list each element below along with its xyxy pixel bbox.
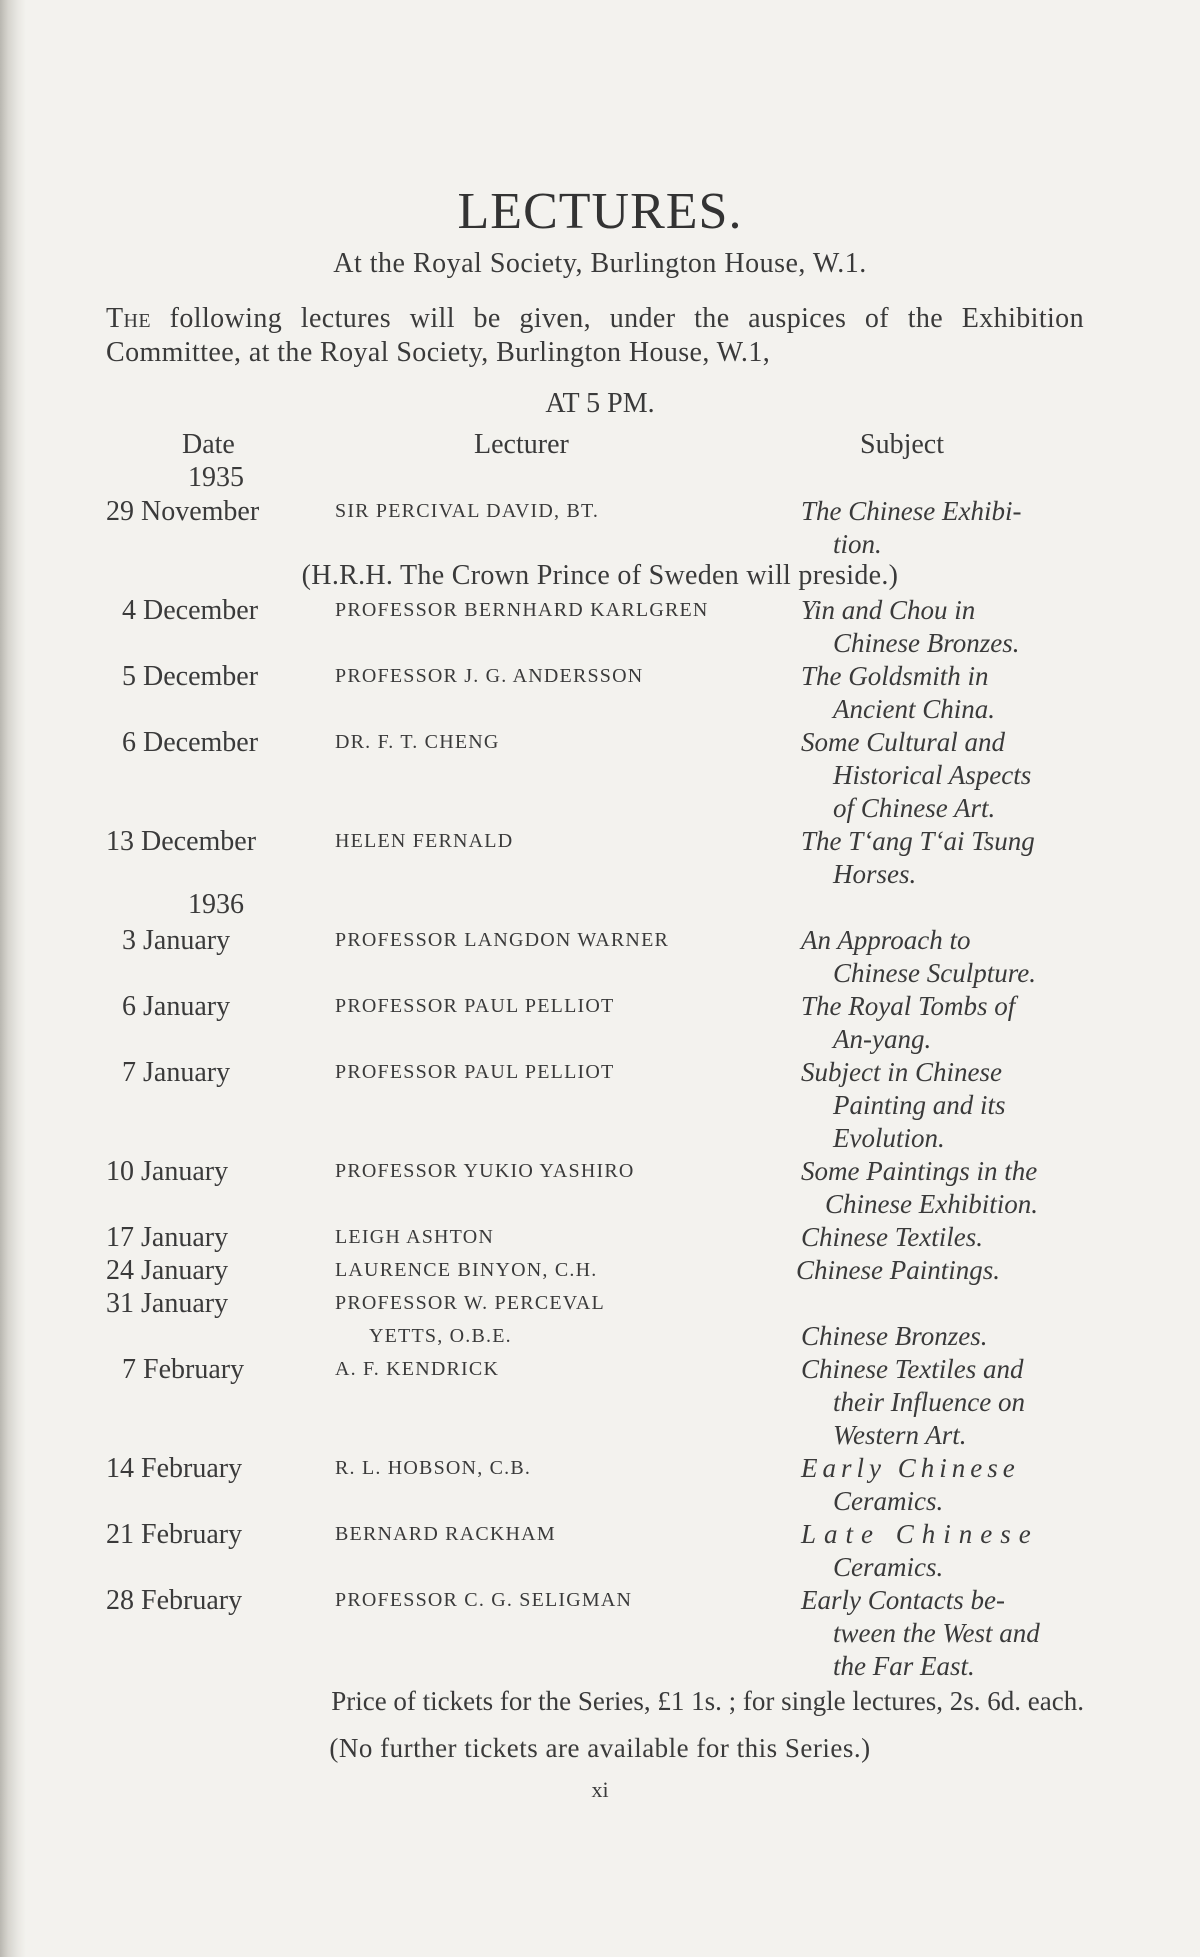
subject-line: Subject in Chinese bbox=[801, 1057, 1002, 1087]
lecture-subject bbox=[801, 825, 1085, 891]
subject-line: of Chinese Art. bbox=[833, 793, 996, 823]
lecture-subject bbox=[801, 594, 1085, 660]
subject-line: Some Cultural and bbox=[801, 727, 1006, 757]
subject-line: Ceramics. bbox=[833, 1552, 944, 1582]
subject-line: Early Contacts be- bbox=[801, 1585, 1005, 1615]
lecture-subject bbox=[801, 990, 1085, 1056]
lecturer-line: PROFESSOR W. PERCEVAL bbox=[335, 1292, 605, 1314]
lecture-subject bbox=[801, 726, 1085, 825]
lecturer-name: PROFESSOR PAUL PELLIOT bbox=[335, 1061, 615, 1083]
subject-line: Painting and its bbox=[833, 1090, 1006, 1120]
lecture-subject bbox=[796, 1254, 1080, 1287]
lecture-subject bbox=[801, 1518, 1085, 1584]
lecture-date: 14 February bbox=[106, 1453, 243, 1484]
lecture-subject bbox=[801, 1452, 1085, 1518]
lecturer-name: PROFESSOR YUKIO YASHIRO bbox=[335, 1160, 635, 1182]
lecturer-name: A. F. KENDRICK bbox=[335, 1358, 500, 1380]
lecturer-name: LAURENCE BINYON, C.H. bbox=[335, 1259, 598, 1281]
lecture-date: 31 January bbox=[106, 1288, 229, 1319]
page-title: LECTURES. bbox=[457, 183, 743, 240]
lecturer-line: YETTS, O.B.E. bbox=[369, 1325, 512, 1347]
lecture-subject bbox=[801, 1320, 1085, 1353]
subject-line: Chinese Textiles. bbox=[801, 1222, 983, 1252]
subject-line: Yin and Chou in bbox=[801, 595, 976, 625]
subject-line: Ancient China. bbox=[833, 694, 995, 724]
lecturer-name: PROFESSOR C. G. SELIGMAN bbox=[335, 1589, 633, 1611]
subject-line: The Royal Tombs of bbox=[801, 991, 1016, 1021]
subject-line: Chinese Bronzes. bbox=[801, 1321, 988, 1351]
subject-line: Chinese Textiles and bbox=[801, 1354, 1024, 1384]
header-lecturer: Lecturer bbox=[474, 429, 569, 460]
lecture-date: 13 December bbox=[106, 826, 257, 857]
subject-line: The Goldsmith in bbox=[801, 661, 989, 691]
subject-line: An-yang. bbox=[833, 1024, 932, 1054]
lecturer-name: LEIGH ASHTON bbox=[335, 1226, 495, 1248]
lecture-date: 24 January bbox=[106, 1255, 229, 1286]
lecturer-name: HELEN FERNALD bbox=[335, 830, 514, 852]
header-date: Date bbox=[182, 429, 235, 460]
lecturer-name: BERNARD RACKHAM bbox=[335, 1523, 556, 1545]
intro-text: following lectures will be given, under the auspices of the Exhibition Committee, at the Royal Society, Burlington House, W.1, bbox=[106, 303, 1084, 368]
subject-line: Chinese Paintings. bbox=[796, 1255, 1000, 1285]
lecture-date: 10 January bbox=[106, 1156, 229, 1187]
lecture-date: 21 February bbox=[106, 1519, 243, 1550]
lecture-date: 17 January bbox=[106, 1222, 229, 1253]
lecturer-name: PROFESSOR J. G. ANDERSSON bbox=[335, 665, 644, 687]
subject-line: Chinese Bronzes. bbox=[833, 628, 1020, 658]
lecture-date: 7 January bbox=[122, 1057, 231, 1088]
lecture-subject bbox=[801, 1584, 1085, 1683]
ticket-price: Price of tickets for the Series, £1 1s. ; for single lectures, 2s. 6d. each. bbox=[331, 1686, 1084, 1716]
subject-line: Western Art. bbox=[833, 1420, 967, 1450]
lecture-subject bbox=[801, 660, 1085, 726]
subject-line: their Influence on bbox=[833, 1387, 1025, 1417]
lecturer-name: DR. F. T. CHENG bbox=[335, 731, 500, 753]
lecturer-name: PROFESSOR BERNHARD KARLGREN bbox=[335, 599, 709, 621]
subject-line: the Far East. bbox=[833, 1651, 975, 1681]
header-subject: Subject bbox=[860, 429, 944, 460]
lecture-time: AT 5 PM. bbox=[545, 388, 655, 419]
lecture-date: 7 February bbox=[122, 1354, 245, 1385]
subject-line: Ceramics. bbox=[833, 1486, 944, 1516]
lecture-date: 3 January bbox=[122, 925, 231, 956]
year-1936: 1936 bbox=[188, 889, 244, 920]
subject-line: Historical Aspects bbox=[833, 760, 1032, 790]
subject-line: tween the West and bbox=[833, 1618, 1040, 1648]
lecture-subject bbox=[801, 1221, 1085, 1254]
lecture-subject bbox=[801, 924, 1085, 990]
lecture-date: 4 December bbox=[122, 595, 259, 626]
subject-line: Some Paintings in the bbox=[801, 1156, 1038, 1186]
intro-paragraph bbox=[106, 302, 1084, 370]
intro-lead-word: The bbox=[106, 303, 151, 334]
subject-line: Chinese Sculpture. bbox=[833, 958, 1036, 988]
subject-line: Evolution. bbox=[833, 1123, 945, 1153]
lecturer-name bbox=[335, 1287, 785, 1353]
subject-line: Early Chinese bbox=[801, 1453, 1020, 1483]
lecture-subject bbox=[801, 1353, 1085, 1452]
venue-subtitle: At the Royal Society, Burlington House, W.1. bbox=[333, 248, 867, 279]
page-number: xi bbox=[591, 1777, 609, 1802]
subject-line: Late Chinese bbox=[801, 1519, 1039, 1549]
lecturer-name: R. L. HOBSON, C.B. bbox=[335, 1457, 532, 1479]
subject-line: The T‘ang T‘ai Tsung bbox=[801, 826, 1035, 856]
lecture-date: 5 December bbox=[122, 661, 259, 692]
subject-line: Horses. bbox=[833, 859, 917, 889]
subject-line: An Approach to bbox=[801, 925, 971, 955]
lecturer-name: SIR PERCIVAL DAVID, BT. bbox=[335, 500, 600, 522]
subject-line: The Chinese Exhibi- bbox=[801, 496, 1022, 526]
lecturer-name: PROFESSOR LANGDON WARNER bbox=[335, 929, 670, 951]
lecture-date: 28 February bbox=[106, 1585, 243, 1616]
lecture-subject bbox=[801, 1056, 1085, 1155]
lecture-date: 6 January bbox=[122, 991, 231, 1022]
subject-line: tion. bbox=[833, 529, 882, 559]
lecture-subject bbox=[801, 1155, 1085, 1221]
subject-line: Chinese Exhibition. bbox=[825, 1189, 1038, 1219]
lecture-date: 6 December bbox=[122, 727, 259, 758]
presiding-note: (H.R.H. The Crown Prince of Sweden will preside.) bbox=[301, 560, 899, 591]
lecture-subject bbox=[801, 495, 1085, 561]
lecture-date: 29 November bbox=[106, 496, 260, 527]
no-further-tickets-note: (No further tickets are available for this Series.) bbox=[329, 1733, 871, 1763]
lecturer-name: PROFESSOR PAUL PELLIOT bbox=[335, 995, 615, 1017]
year-1935: 1935 bbox=[188, 462, 244, 493]
